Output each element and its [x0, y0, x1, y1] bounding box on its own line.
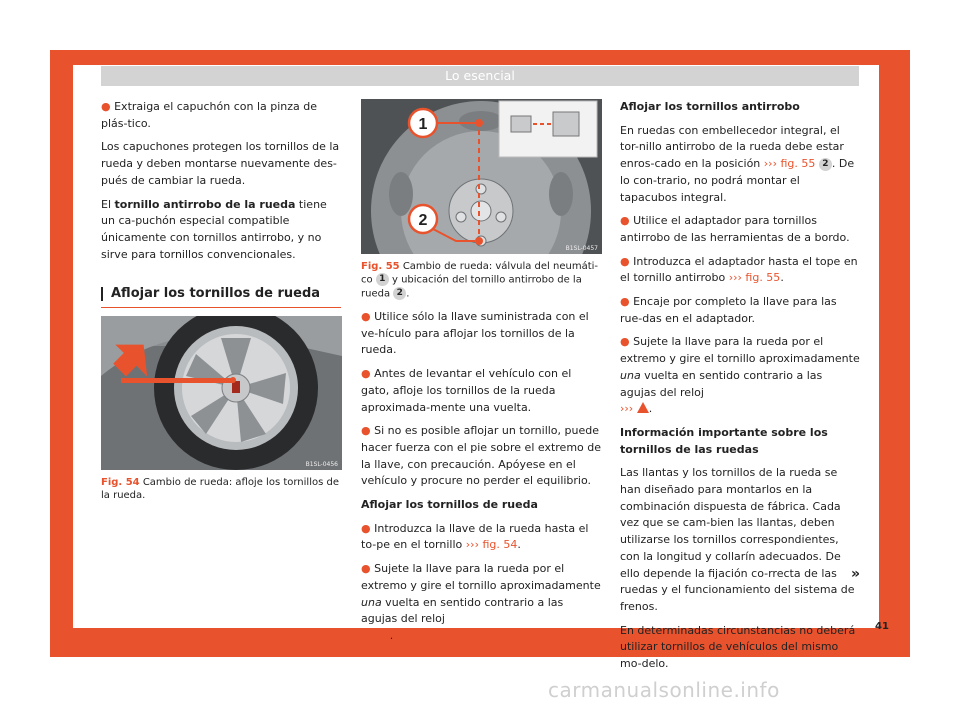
list-item	[620, 213, 860, 246]
figure-code: B1SL-0457	[565, 245, 598, 252]
wheel-illustration	[101, 316, 342, 470]
text: Encaje por completo la llave para las rue-das en el adaptador.	[620, 295, 837, 325]
marker-2-badge: 2	[393, 287, 406, 300]
bullet-icon: ●	[620, 335, 630, 349]
bullet-icon: ●	[620, 254, 630, 268]
arrow-icon: ›››	[620, 402, 634, 416]
paragraph: En determinadas circunstancias no deberá utilizar tornillos de vehículos del mismo mo-delo.	[620, 623, 856, 671]
text: Sujete la llave para la rueda por el extremo y gire el tornillo aproximadamente	[620, 335, 860, 366]
marker-1-label: 1	[418, 116, 428, 133]
text: vuelta en sentido contrario a las agujas del reloj	[361, 595, 564, 626]
section-heading: Aflojar los tornillos de rueda	[101, 286, 341, 308]
column-left	[101, 99, 341, 270]
paragraph: Las llantas y los tornillos de la rueda se han diseñado para montarlos en la combinación dispuesta de fábrica. Cada vez que se cam-bien las llantas, deben utilizarse los tornillos correspondientes, con la longitud y collarín adecuados. De ello depende la fijación co-rrecta de las ruedas y el funcionamiento del sistema de frenos.	[620, 466, 855, 613]
subheading: Aflojar los tornillos de rueda	[361, 498, 538, 512]
figure-label: Fig. 55	[361, 261, 400, 272]
figure-55-caption	[361, 260, 601, 300]
arrow-icon: ›››	[763, 157, 777, 171]
header-title: Lo esencial	[445, 68, 515, 83]
text: Introduzca el adaptador hasta el tope en el tornillo antirrobo	[620, 254, 858, 285]
paragraph	[620, 123, 860, 207]
figure-54-caption	[101, 476, 341, 502]
text: .	[648, 402, 653, 416]
marker-1-badge: 1	[376, 273, 389, 286]
text: Introduzca la llave de la rueda hasta el to-pe en el tornillo	[361, 521, 589, 552]
column-right	[620, 99, 860, 680]
text: Antes de levantar el vehículo con el gato, afloje los tornillos de la rueda aproximada-mente una vuelta.	[361, 367, 572, 414]
text: . De lo con-trario, no podrá montar el tapacubos integral.	[620, 157, 855, 204]
text: Utilice el adaptador para tornillos antirrobo de las herramientas de a bordo.	[620, 214, 850, 244]
text: .	[517, 538, 521, 552]
wheel-detail-illustration	[361, 99, 602, 254]
watermark: carmanualsonline.info	[548, 678, 780, 702]
caption-text: .	[406, 288, 410, 299]
text: .	[389, 628, 394, 642]
bullet-icon: ●	[620, 295, 630, 309]
list-item	[361, 309, 601, 359]
warning-icon[interactable]	[378, 629, 390, 640]
text: En ruedas con embellecedor integral, el tor-nillo antirrobo de la rueda debe estar enros-cado en la posición	[620, 123, 844, 171]
bullet-icon: ●	[620, 214, 630, 228]
emphasis-text: una	[620, 368, 641, 382]
caption-text: Cambio de rueda: válvula del neumáti-co	[361, 261, 599, 286]
subheading: Aflojar los tornillos antirrobo	[620, 100, 800, 113]
list-item	[620, 254, 860, 287]
caption-text: Cambio de rueda: afloje los tornillos de la rueda.	[101, 477, 339, 501]
text: vuelta en sentido contrario a las agujas del reloj	[620, 368, 823, 399]
figure-code: B1SL-0456	[305, 461, 338, 468]
emphasis-text: una	[361, 595, 382, 609]
text: Extraiga el capuchón con la pinza de plás-tico.	[101, 100, 318, 130]
bullet-icon: ●	[101, 100, 111, 113]
text: El	[101, 197, 115, 211]
figure-link[interactable]: fig. 55	[780, 157, 816, 171]
bullet-icon: ●	[361, 310, 371, 323]
figure-55-image	[361, 99, 602, 254]
continue-mark: »	[851, 566, 861, 582]
list-item	[361, 561, 601, 645]
arrow-icon: ›››	[361, 628, 375, 642]
subheading: Información importante sobre los tornillos de las ruedas	[620, 425, 828, 456]
figure-link[interactable]: fig. 55	[745, 271, 781, 285]
text: Utilice sólo la llave suministrada con el ve-hículo para aflojar los tornillos de la rueda.	[361, 310, 589, 357]
list-item	[620, 334, 860, 418]
page-header	[101, 66, 859, 86]
paragraph	[101, 197, 341, 264]
page-number: 41	[875, 621, 889, 632]
list-item	[361, 366, 601, 416]
figure-link[interactable]: fig. 54	[482, 538, 518, 552]
marker-2-badge: 2	[819, 158, 832, 171]
warning-icon[interactable]	[637, 402, 649, 413]
list-item	[361, 521, 601, 554]
text: tiene un ca-puchón especial compatible únicamente con tornillos antirrobo, y no sirve para tornillos convencionales.	[101, 197, 327, 261]
figure-label: Fig. 54	[101, 477, 140, 488]
bullet-icon: ●	[361, 424, 371, 438]
column-middle	[361, 309, 601, 652]
text: Sujete la llave para la rueda por el extremo y gire el tornillo aproximadamente	[361, 562, 601, 592]
figure-54-image	[101, 316, 342, 470]
arrow-icon: ›››	[465, 538, 479, 552]
list-item	[361, 423, 601, 490]
paragraph: Los capuchones protegen los tornillos de la rueda y deben montarse nuevamente des-pués de cambiar la rueda.	[101, 140, 340, 187]
marker-2-label: 2	[418, 212, 428, 229]
bullet-icon: ●	[361, 521, 371, 535]
bold-text: tornillo antirrobo de la rueda	[114, 197, 296, 211]
text: .	[780, 271, 784, 285]
caption-text: y ubicación del tornillo antirrobo de la rueda	[361, 274, 582, 299]
text: Si no es posible aflojar un tornillo, puede hacer fuerza con el pie sobre el extremo de la llave, con precaución. Apóyese en el vehículo y procure no perder el equilibrio.	[361, 424, 602, 488]
bullet-icon: ●	[361, 367, 371, 381]
bullet-icon: ●	[361, 562, 371, 576]
list-item	[620, 294, 860, 327]
paragraph	[101, 99, 341, 132]
arrow-icon: ›››	[728, 271, 742, 285]
